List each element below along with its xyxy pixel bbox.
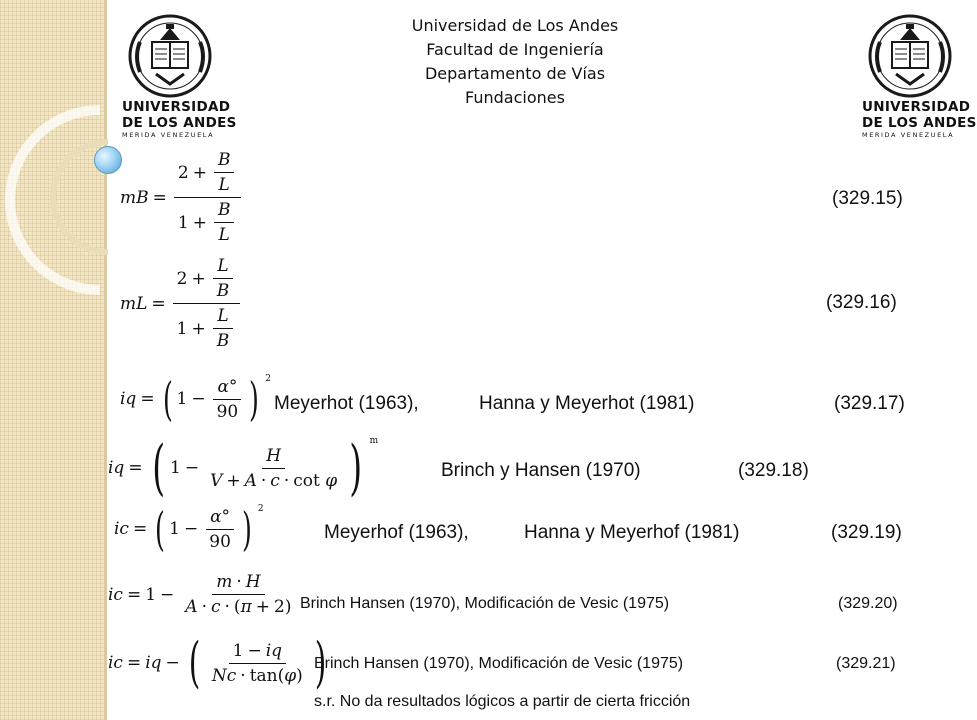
formula-329-15: mB = 2 + $\frac{B}{L}$ 1 + $\frac{B}{L}$ xyxy=(120,150,244,245)
logo-location: MERIDA VENEZUELA xyxy=(122,131,215,139)
formula-lhs: iq xyxy=(108,458,125,478)
crest-icon xyxy=(126,12,214,98)
logo-name-line1: UNIVERSIDAD xyxy=(862,99,971,115)
formula-lhs: iq xyxy=(120,389,137,409)
university-logo-left xyxy=(122,12,237,139)
equation-tag: (329.18) xyxy=(738,460,809,481)
formula-lhs: ic xyxy=(108,653,123,673)
equation-tag: (329.17) xyxy=(834,393,905,414)
logo-location: MERIDA VENEZUELA xyxy=(862,131,955,139)
formula-329-17: iq = ( 1 − $\frac{\alpha^\circ}{90}$ ) 2 xyxy=(120,372,271,426)
logo-name-line2: DE LOS ANDES xyxy=(122,115,237,131)
citation-329-19-b: Hanna y Meyerhof (1981) xyxy=(524,522,740,543)
citation-329-21: Brinch Hansen (1970), Modificación de Vesic (1975) xyxy=(314,655,684,672)
citation-329-18: Brinch y Hansen (1970) xyxy=(441,460,641,481)
equation-tag: (329.20) xyxy=(838,595,898,612)
formula-lhs: ic xyxy=(114,519,129,539)
header-department: Departamento de Vías xyxy=(424,64,606,83)
formula-329-16: mL = 2 + $\frac{L}{B}$ 1 + $\frac{L}{B}$ xyxy=(120,256,243,351)
logo-name-line1: UNIVERSIDAD xyxy=(122,99,231,115)
page-header xyxy=(330,14,700,110)
bullet-orb-icon xyxy=(94,146,122,174)
equation-tag: (329.15) xyxy=(832,188,903,209)
crest-icon xyxy=(866,12,954,98)
formula-329-19: ic = ( 1 − $\frac{\alpha^\circ}{90}$ ) 2 xyxy=(114,502,264,556)
formula-lhs: mL xyxy=(120,293,148,314)
equation-tag: (329.16) xyxy=(826,292,897,313)
citation-329-17-b: Hanna y Meyerhot (1981) xyxy=(479,393,695,414)
header-university: Universidad de Los Andes xyxy=(411,16,619,35)
citation-329-19-a: Meyerhof (1963), xyxy=(324,522,469,543)
equation-tag: (329.21) xyxy=(836,655,896,672)
university-logo-right xyxy=(862,12,977,139)
formula-329-18: iq = ( 1 − H V + A · c · cot φ ) m xyxy=(108,433,379,503)
citation-329-20: Brinch Hansen (1970), Modificación de Vesic (1975) xyxy=(300,595,670,612)
header-course: Fundaciones xyxy=(465,88,565,107)
citation-329-17-a: Meyerhot (1963), xyxy=(274,393,419,414)
logo-name-line2: DE LOS ANDES xyxy=(862,115,977,131)
header-faculty: Facultad de Ingeniería xyxy=(426,40,604,59)
formula-lhs: mB xyxy=(120,187,149,208)
formula-lhs: ic xyxy=(108,584,123,605)
formula-329-21: ic = iq − ( 1 − iq Nc · tan( φ ) ) xyxy=(108,631,327,694)
formula-329-20: ic = 1 − m · H A · c · ( π + 2) xyxy=(108,572,292,617)
equation-tag: (329.19) xyxy=(831,522,902,543)
footnote: s.r. No da resultados lógicos a partir de cierta fricción xyxy=(314,693,691,710)
